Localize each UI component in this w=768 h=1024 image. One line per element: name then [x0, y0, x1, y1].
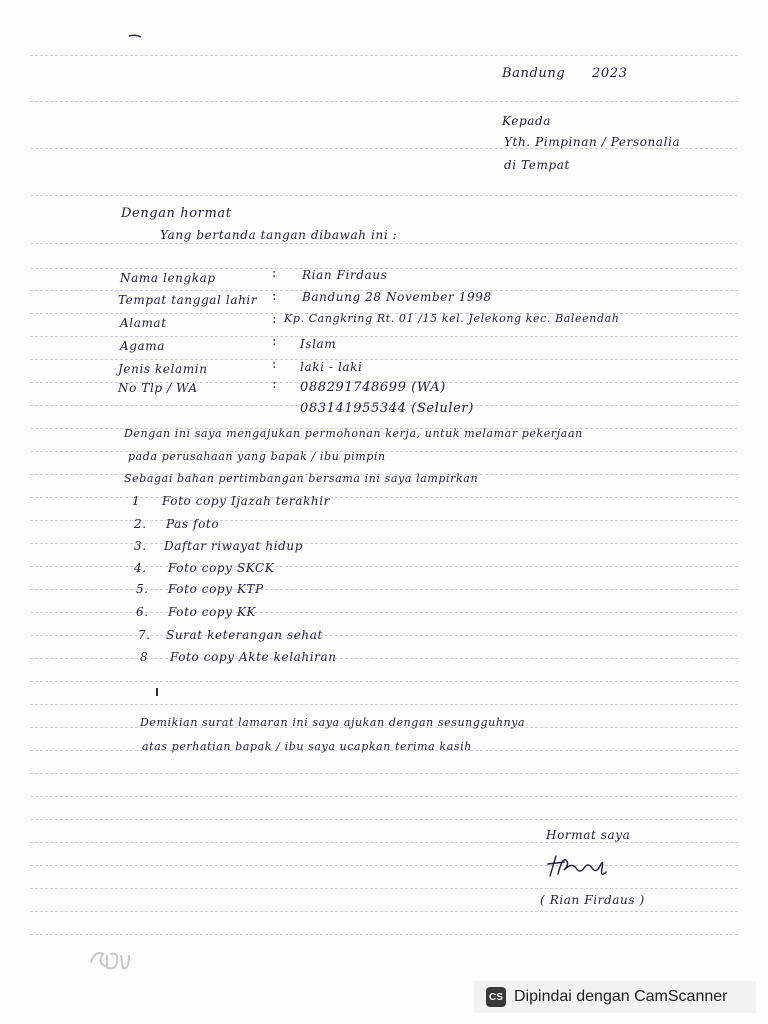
recipient-line-1: Yth. Pimpinan / Personalia: [504, 135, 681, 149]
attachment-number: 3.: [134, 539, 147, 553]
attachment-item: Foto copy KTP: [168, 582, 264, 596]
ruled-line: [30, 911, 738, 912]
identity-colon: :: [272, 357, 277, 372]
ruled-line: [30, 55, 738, 56]
signature-icon: [544, 850, 614, 884]
body-line-2: pada perusahaan yang bapak / ibu pimpin: [128, 450, 386, 463]
ruled-line: [30, 101, 738, 102]
identity-label-name: Nama lengkap: [120, 271, 216, 285]
ruled-line: [30, 796, 738, 797]
letter-place: Bandung: [502, 66, 566, 81]
attachment-item: Foto copy Akte kelahiran: [170, 650, 337, 664]
attachment-number: 6.: [136, 605, 149, 619]
identity-value-gender: laki - laki: [300, 360, 363, 374]
attachment-number: 4.: [134, 561, 147, 575]
recipient-label: Kepada: [502, 114, 552, 128]
attachment-item: Foto copy KK: [168, 605, 257, 619]
identity-colon: :: [272, 334, 277, 349]
camscanner-logo-icon: CS: [486, 987, 506, 1007]
identity-label-phone: No Tlp / WA: [118, 381, 198, 395]
attachment-number: 2.: [134, 517, 147, 531]
letter-year: 2023: [592, 66, 628, 81]
identity-label-gender: Jenis kelamin: [118, 362, 208, 376]
ruled-line: [30, 888, 738, 889]
phone-secondary: 083141955344 (Seluler): [300, 401, 474, 416]
greeting: Dengan hormat: [121, 206, 232, 221]
ruled-line: [30, 704, 738, 705]
attachment-number: 8: [140, 650, 149, 664]
ruled-line: [30, 842, 738, 843]
identity-label-birth: Tempat tanggal lahir: [118, 293, 258, 307]
closing-line-2: atas perhatian bapak / ibu saya ucapkan terima kasih: [142, 740, 472, 753]
camscanner-text: Dipindai dengan CamScanner: [514, 988, 728, 1005]
attachment-item: Surat keterangan sehat: [166, 628, 323, 642]
attachment-item: Daftar riwayat hidup: [164, 539, 303, 553]
identity-label-address: Alamat: [120, 316, 167, 330]
camscanner-badge: [474, 981, 756, 1013]
attachment-number: 1: [132, 494, 141, 508]
closing-line-1: Demikian surat lamaran ini saya ajukan dengan sesungguhnya: [140, 716, 526, 729]
attachment-number: 5.: [136, 582, 149, 596]
ruled-line: [30, 195, 738, 196]
ruled-line: [30, 819, 738, 820]
pen-mark-icon: [128, 34, 142, 38]
identity-colon: :: [272, 289, 277, 304]
ruled-line: [30, 359, 738, 360]
body-line-3: Sebagai bahan pertimbangan bersama ini saya lampirkan: [124, 472, 479, 485]
attachment-item: Foto copy SKCK: [168, 561, 275, 575]
identity-label-religion: Agama: [120, 339, 166, 353]
ruled-line: [30, 658, 738, 659]
ruled-line: [30, 773, 738, 774]
ruled-line: [30, 243, 738, 244]
identity-colon: :: [272, 266, 277, 281]
ruled-line: [30, 934, 738, 935]
body-line-1: Dengan ini saya mengajukan permohonan kerja, untuk melamar pekerjaan: [124, 427, 583, 440]
identity-value-phone: 088291748699 (WA): [300, 380, 446, 395]
ruled-line: [30, 865, 738, 866]
attachment-number: 7.: [138, 628, 151, 642]
identity-value-name: Rian Firdaus: [302, 268, 388, 282]
identity-colon: :: [272, 312, 277, 327]
intro-line: Yang bertanda tangan dibawah ini :: [160, 228, 398, 242]
ruled-line: [30, 336, 738, 337]
signer-name: ( Rian Firdaus ): [540, 893, 645, 907]
attachment-item: Foto copy Ijazah terakhir: [162, 494, 330, 508]
recipient-line-2: di Tempat: [504, 158, 570, 172]
ruled-line: [30, 681, 738, 682]
pen-stroke: [156, 688, 158, 696]
faint-stamp-icon: [85, 940, 135, 976]
ruled-line: [30, 635, 738, 636]
identity-value-address: Kp. Cangkring Rt. 01 /15 kel. Jelekong kec. Baleendah: [284, 312, 620, 325]
identity-value-religion: Islam: [300, 337, 337, 351]
attachment-item: Pas foto: [166, 517, 220, 531]
identity-colon: :: [272, 377, 277, 392]
closing-salutation: Hormat saya: [546, 828, 631, 842]
identity-value-birth: Bandung 28 November 1998: [302, 290, 492, 304]
